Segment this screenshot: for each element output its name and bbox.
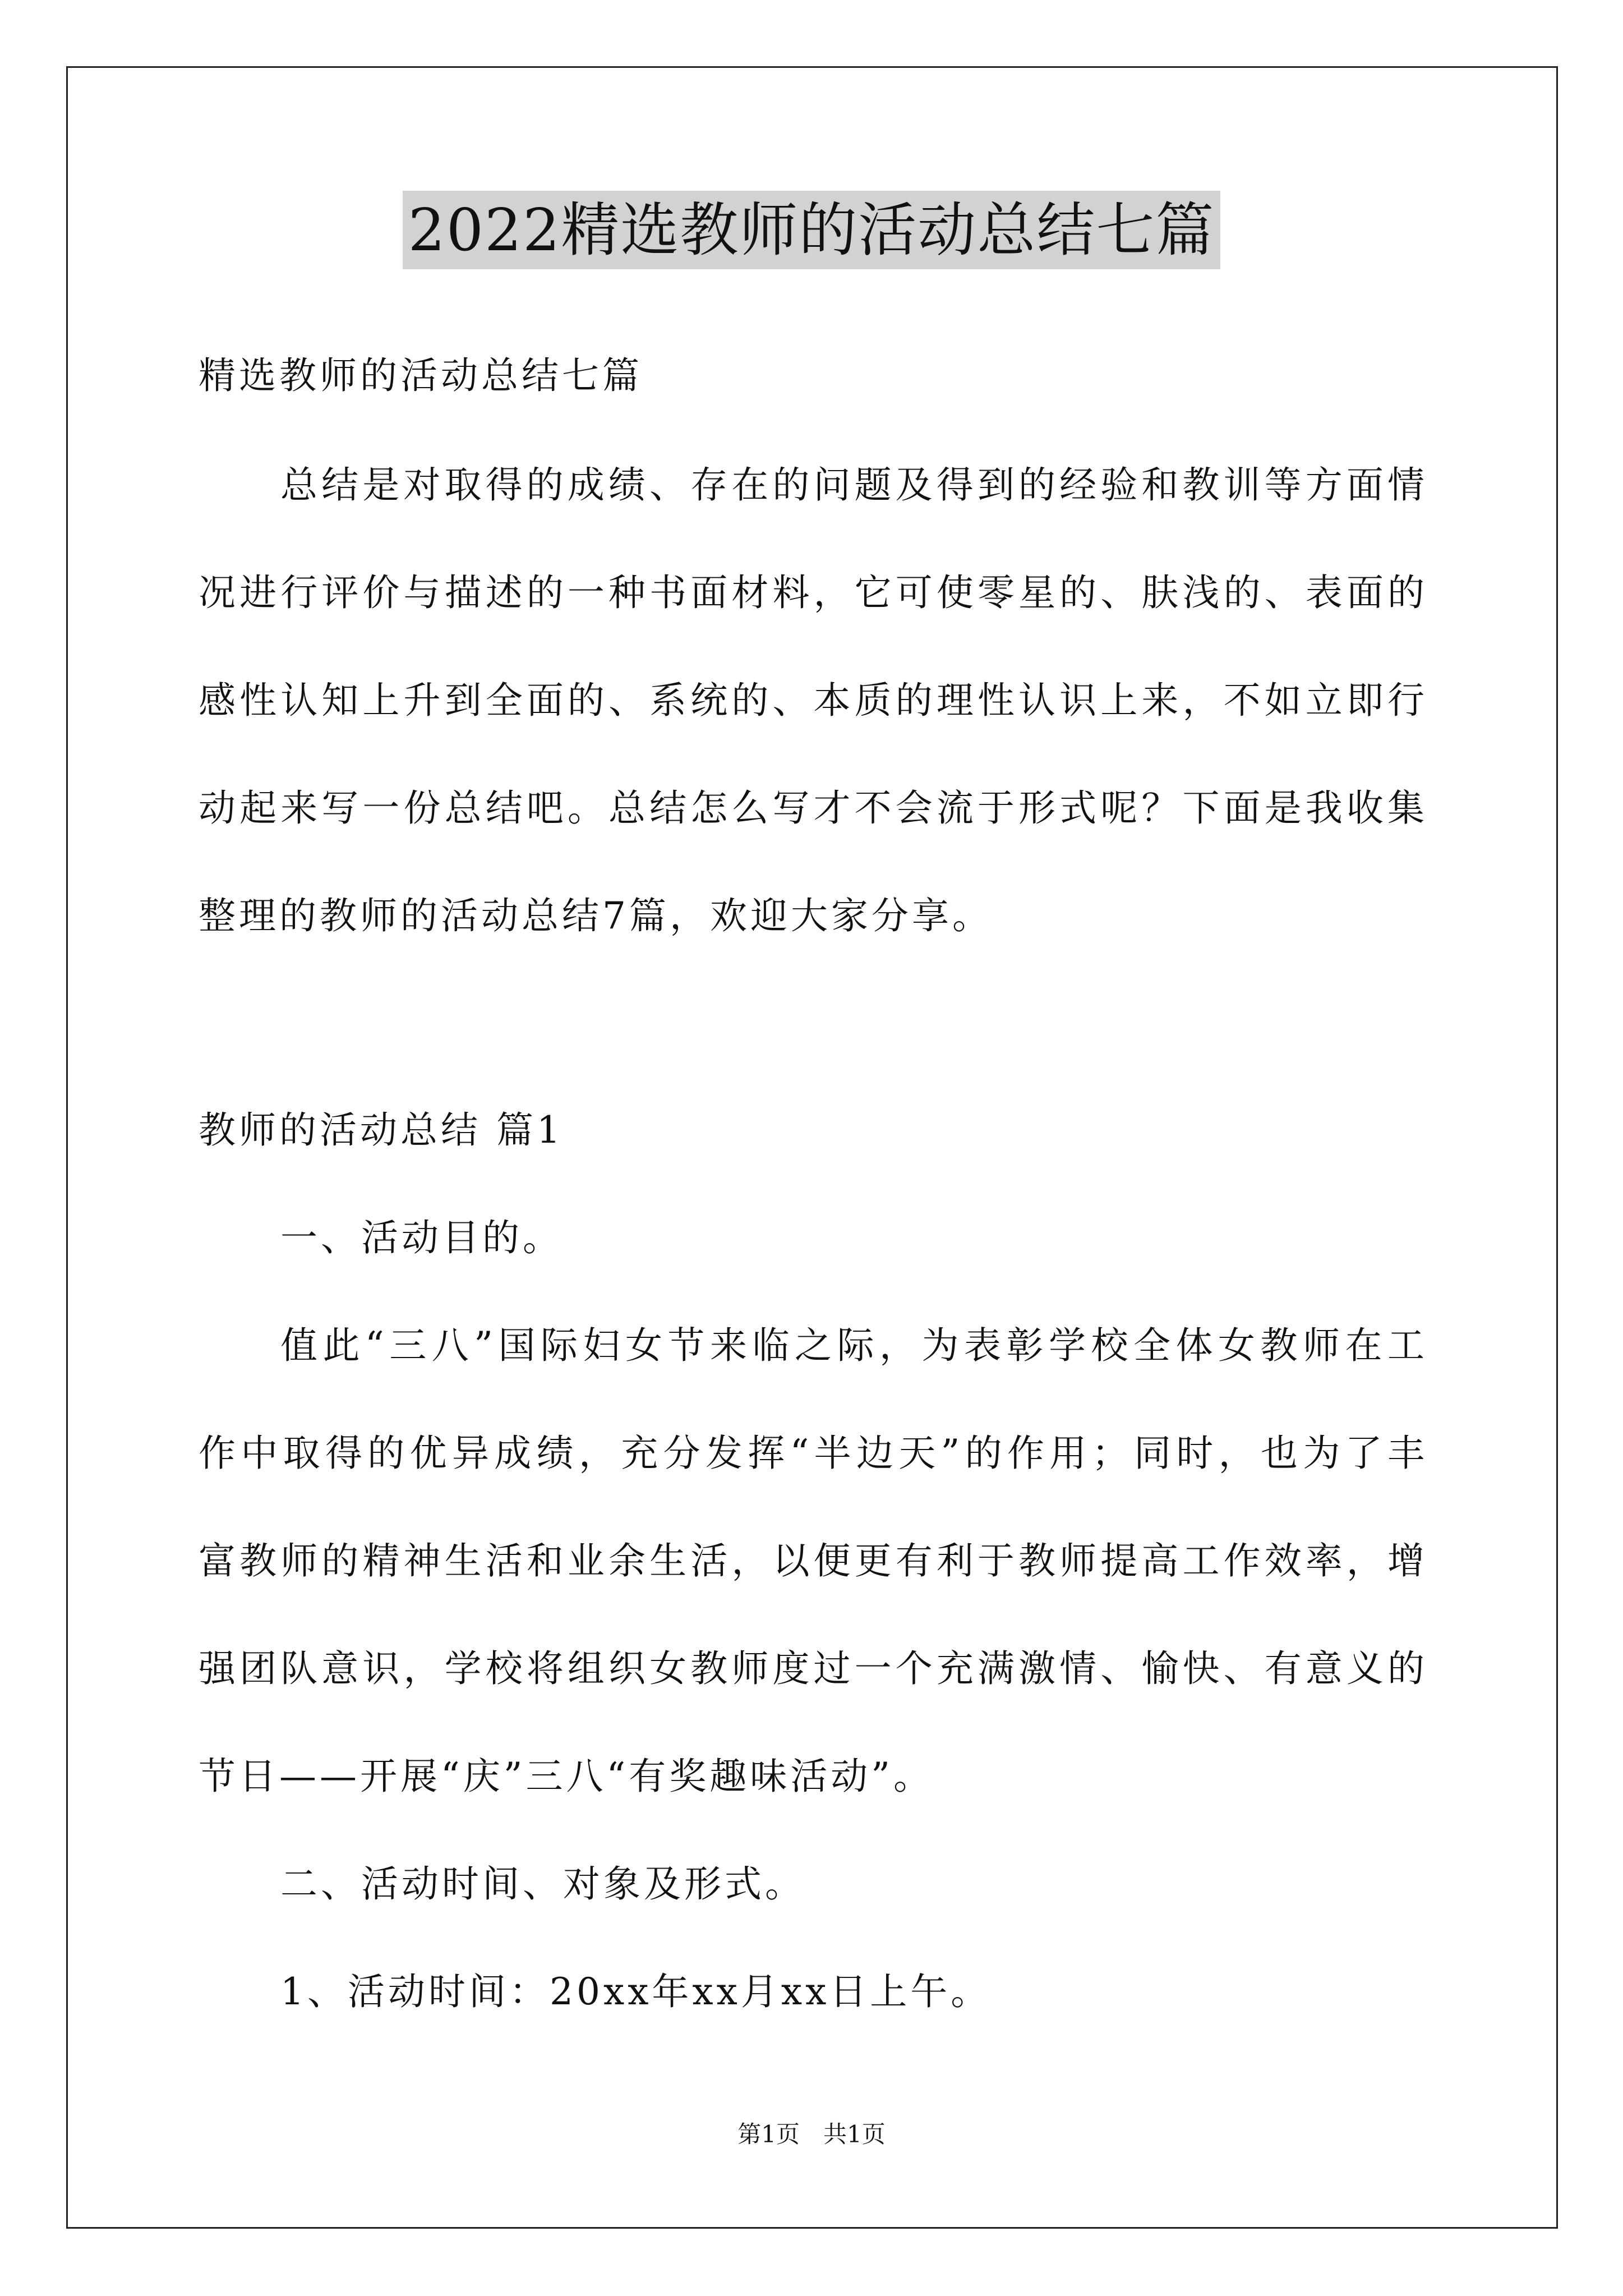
paragraph-line: 富教师的精神生活和业余生活，以便更有利于教师提高工作效率，增 (199, 1539, 1424, 1582)
paragraph-line: 强团队意识，学校将组织女教师度过一个充满激情、愉快、有意义的 (199, 1647, 1424, 1690)
intro-line: 感性认知上升到全面的、系统的、本质的理性认识上来，不如立即行 (199, 679, 1424, 722)
subtitle: 精选教师的活动总结七篇 (199, 354, 643, 397)
document-title: 2022精选教师的活动总结七篇 (403, 191, 1221, 269)
intro-line: 况进行评价与描述的一种书面材料，它可使零星的、肤浅的、表面的 (199, 571, 1424, 614)
intro-line: 整理的教师的活动总结7篇，欢迎大家分享。 (199, 894, 993, 937)
intro-line: 动起来写一份总结吧。总结怎么写才不会流于形式呢？下面是我收集 (199, 786, 1424, 830)
intro-line: 总结是对取得的成绩、存在的问题及得到的经验和教训等方面情 (280, 463, 1424, 507)
section-heading: 教师的活动总结 篇1 (199, 1108, 564, 1152)
paragraph-line: 作中取得的优异成绩，充分发挥“半边天”的作用；同时，也为了丰 (199, 1432, 1424, 1475)
item-heading: 一、活动目的。 (280, 1216, 563, 1259)
paragraph-line: 值此“三八”国际妇女节来临之际，为表彰学校全体女教师在工 (280, 1324, 1424, 1367)
title-container (0, 191, 1623, 269)
page-number: 第1页 共1页 (737, 2120, 886, 2148)
sub-item: 1、活动时间：20xx年xx月xx日上午。 (280, 1970, 992, 2013)
item-heading: 二、活动时间、对象及形式。 (280, 1862, 805, 1906)
paragraph-line: 节日——开展“庆”三八“有奖趣味活动”。 (199, 1755, 934, 1798)
